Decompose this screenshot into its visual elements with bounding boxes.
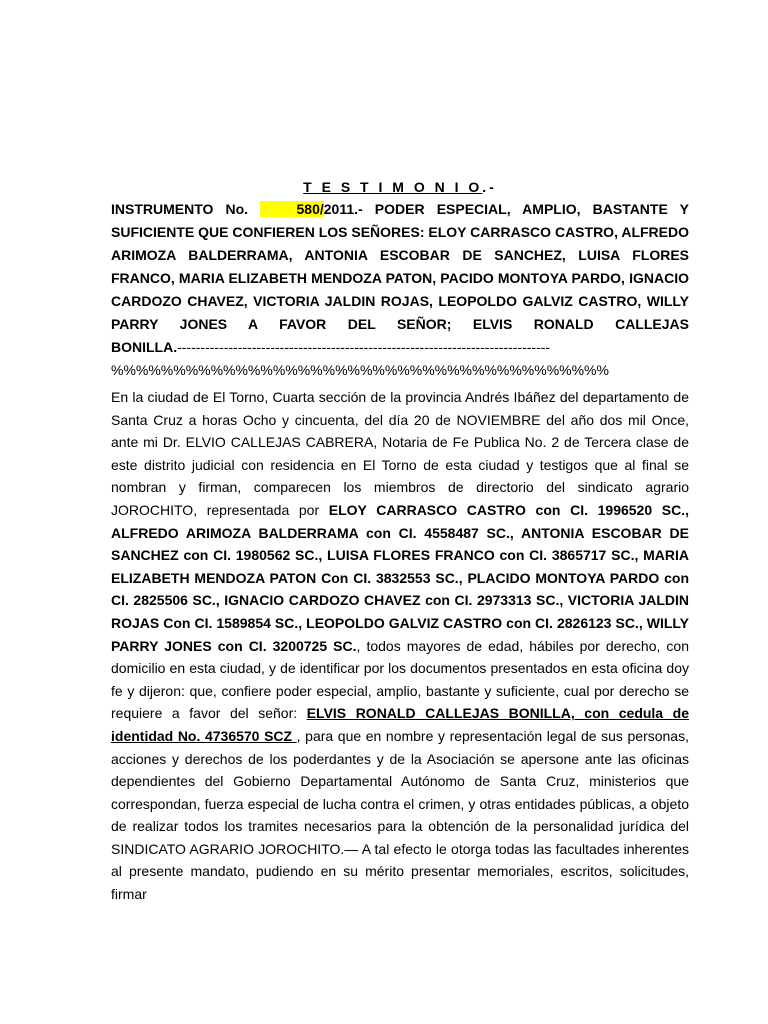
body-comparecientes: ELOY CARRASCO CASTRO con CI. 1996520 SC., ALFREDO ARIMOZA BALDERRAMA con CI. 4558487 SC., ANTONIA ESCOBAR DE SANCHEZ con CI. 1980562 SC., LUISA FLORES FRANCO con CI. 3865717 SC., MARIA ELIZABETH MENDOZA PATON Con CI. 3832553 SC., PLACIDO MONTOYA PARDO con CI. 2825506 SC., IGNACIO CARDOZO CHAVEZ con CI. 2973313 SC., VICTORIA JALDIN ROJAS Con CI. 1589854 SC., LEOPOLDO GALVIZ CASTRO con CI. 2826123 SC., WILLY PARRY JONES con CI. 3200725 SC. (111, 501, 689, 654)
body-part-1: En la ciudad de El Torno, Cuarta sección de la provincia Andrés Ibáñez del departamento de Santa Cruz a horas Ocho y cincuenta, del día 20 de NOVIEMBRE del año dos mil Once, ante mi Dr. ELVIO CALLEJAS CABRERA, Notaria de Fe Publica No. 2 de Tercera clase de este distrito judicial con residencia en El Torno de esta ciudad y testigos que al final se nombran y firman, comparecen los miembros de directorio del sindicato agrario JOROCHITO, representada por (111, 389, 689, 518)
document-title (111, 178, 689, 196)
document-page (111, 178, 689, 906)
separator-line: %%%%%%%%%%%%%%%%%%%%%%%%%%%%%%%%%%%%%%%% (111, 362, 609, 378)
instrument-number-highlight: 580/ (260, 201, 324, 217)
heading-dashes: -------------------------------------------------------------------------------- (177, 339, 551, 355)
instrument-heading (111, 198, 689, 359)
body-apoderado: ELVIS RONALD CALLEJAS BONILLA, con cedula de identidad No. 4736570 SCZ (111, 705, 689, 744)
body-part-2: , todos mayores de edad, hábiles por derecho, con domicilio en esta ciudad, y de identificar por los documentos presentados en esta oficina doy fe y dijeron: que, confiere poder especial, amplio, bastante y suficiente, cual por derecho se requiere a favor del señor: (111, 637, 689, 722)
title-suffix: .- (482, 179, 497, 195)
body-paragraph (111, 386, 689, 906)
body-part-3: , para que en nombre y representación legal de sus personas, acciones y derechos de los poderdantes y de la Asociación se apersone ante las oficinas dependientes del Gobierno Departamental Autónomo de Santa Cruz, ministerios que correspondan, fuerza especial de lucha contra el crimen, y otras entidades públicas, a objeto de realizar todos los tramites necesarios para la obtención de la personalidad jurídica del SINDICATO AGRARIO JOROCHITO.— A tal efecto le otorga todas las facultades inherentes al presente mandato, pudiendo en su mérito presentar memoriales, escritos, solicitudes, firmar (111, 727, 689, 903)
heading-prefix: INSTRUMENTO No. (111, 201, 261, 217)
title-text: T E S T I M O N I O (303, 179, 483, 195)
heading-text: 2011.- PODER ESPECIAL, AMPLIO, BASTANTE Y SUFICIENTE QUE CONFIEREN LOS SEÑORES: ELOY CARRASCO CASTRO, ALFREDO ARIMOZA BALDERRAMA, ANTONIA ESCOBAR DE SANCHEZ, LUISA FLORES FRANCO, MARIA ELIZABETH MENDOZA PATON, PACIDO MONTOYA PARDO, IGNACIO CARDOZO CHAVEZ, VICTORIA JALDIN ROJAS, LEOPOLDO GALVIZ CASTRO, WILLY PARRY JONES A FAVOR DEL SEÑOR; ELVIS RONALD CALLEJAS BONILLA. (111, 201, 689, 355)
